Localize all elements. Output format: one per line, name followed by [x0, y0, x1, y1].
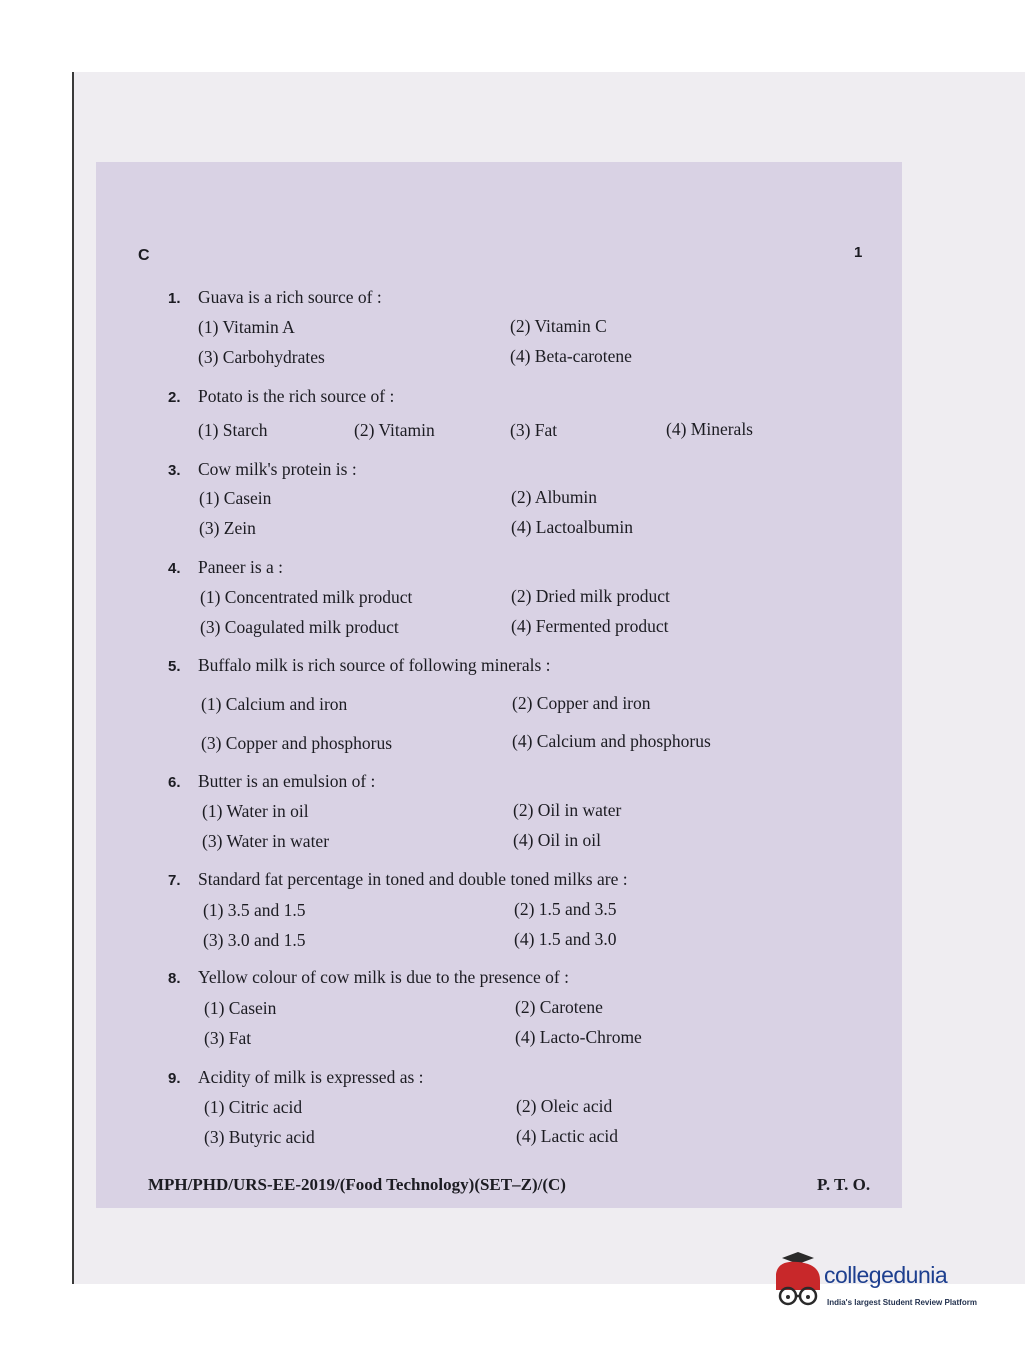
option-1: (1) Casein: [199, 488, 272, 508]
question-7: [168, 869, 628, 890]
page-number: 1: [854, 244, 863, 261]
exam-code: MPH/PHD/URS-EE-2019/(Food Technology)(SET–Z)/(C): [148, 1175, 566, 1194]
option-4: (4) Lactic acid: [516, 1126, 619, 1146]
option-1: (1) 3.5 and 1.5: [203, 900, 306, 920]
question-number: 1.: [168, 290, 181, 307]
question-2: [168, 386, 394, 407]
question-8: [168, 967, 569, 988]
question-text: Buffalo milk is rich source of following minerals :: [198, 655, 551, 675]
question-1: [168, 287, 382, 308]
option-4: (4) 1.5 and 3.0: [514, 929, 617, 949]
option-4: (4) Fermented product: [511, 616, 669, 636]
option-3: (3) Coagulated milk product: [200, 617, 399, 637]
question-number: 5.: [168, 658, 181, 675]
option-4: (4) Calcium and phosphorus: [512, 731, 711, 751]
option-3: (3) 3.0 and 1.5: [203, 930, 306, 950]
question-9: [168, 1067, 424, 1088]
option-4: (4) Beta-carotene: [510, 346, 632, 366]
question-text: Acidity of milk is expressed as :: [198, 1067, 424, 1087]
option-2: (2) Carotene: [515, 997, 603, 1017]
option-1: (1) Water in oil: [202, 801, 309, 821]
question-text: Paneer is a :: [198, 557, 284, 577]
watermark-tagline: India's largest Student Review Platform: [827, 1298, 977, 1307]
option-3: (3) Zein: [199, 518, 256, 538]
question-number: 9.: [168, 1070, 181, 1087]
option-1: (1) Calcium and iron: [201, 694, 348, 714]
question-text: Standard fat percentage in toned and double toned milks are :: [198, 869, 628, 889]
option-1: (1) Concentrated milk product: [200, 587, 413, 607]
question-number: 2.: [168, 389, 181, 406]
option-3: (3) Carbohydrates: [198, 347, 325, 367]
question-number: 8.: [168, 970, 181, 987]
option-1: (1) Vitamin A: [198, 317, 295, 337]
option-4: (4) Minerals: [666, 419, 753, 439]
series-label: C: [138, 247, 150, 264]
question-3: [168, 459, 357, 480]
option-2: (2) Vitamin: [354, 420, 435, 440]
question-text: Cow milk's protein is :: [198, 459, 357, 479]
question-text: Yellow colour of cow milk is due to the presence of :: [198, 967, 569, 987]
option-2: (2) Copper and iron: [512, 693, 651, 713]
watermark-brand: collegedunia: [824, 1262, 948, 1288]
option-2: (2) 1.5 and 3.5: [514, 899, 617, 919]
option-3: (3) Water in water: [202, 831, 330, 851]
question-number: 6.: [168, 774, 181, 791]
question-text: Potato is the rich source of :: [198, 386, 395, 406]
option-2: (2) Albumin: [511, 487, 598, 507]
question-number: 3.: [168, 462, 181, 479]
option-3: (3) Copper and phosphorus: [201, 733, 393, 753]
question-text: Guava is a rich source of :: [198, 287, 382, 307]
question-5: [168, 655, 551, 676]
option-3: (3) Fat: [510, 420, 558, 440]
option-4: (4) Lactoalbumin: [511, 517, 633, 537]
option-3: (3) Fat: [204, 1028, 252, 1048]
question-6: [168, 771, 375, 792]
pto-label: P. T. O.: [817, 1175, 871, 1194]
option-4: (4) Oil in oil: [513, 830, 601, 850]
question-number: 4.: [168, 560, 181, 577]
option-2: (2) Oleic acid: [516, 1096, 613, 1116]
option-2: (2) Dried milk product: [511, 586, 670, 606]
option-1: (1) Starch: [198, 420, 268, 440]
question-number: 7.: [168, 872, 181, 889]
option-4: (4) Lacto-Chrome: [515, 1027, 642, 1047]
option-1: (1) Citric acid: [204, 1097, 303, 1117]
question-4: [168, 557, 283, 578]
option-1: (1) Casein: [204, 998, 277, 1018]
option-2: (2) Vitamin C: [510, 316, 607, 336]
question-text: Butter is an emulsion of :: [198, 771, 376, 791]
option-2: (2) Oil in water: [513, 800, 622, 820]
option-3: (3) Butyric acid: [204, 1127, 315, 1147]
